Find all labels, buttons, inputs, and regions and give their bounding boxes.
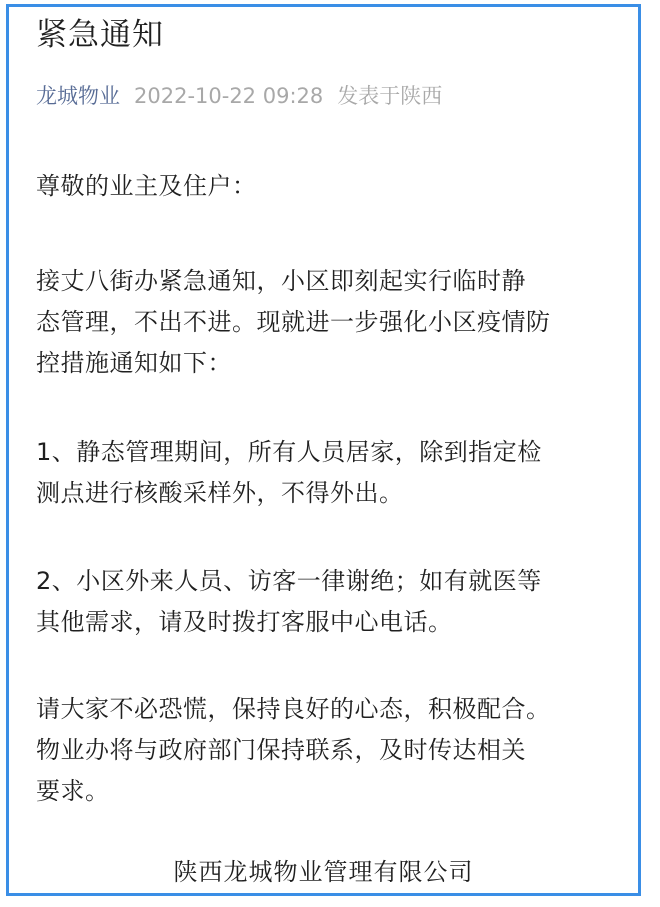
item-2-paragraph — [36, 561, 636, 643]
closing-paragraph — [36, 689, 636, 812]
author-link[interactable]: 龙城物业 — [36, 84, 120, 108]
intro-paragraph — [36, 261, 636, 384]
text-line: 尊敬的业主及住户： — [36, 172, 257, 200]
article-frame — [6, 4, 641, 896]
publish-location: 发表于陕西 — [337, 84, 443, 108]
text-line: 要求。 — [36, 777, 110, 805]
article-title: 紧急通知 — [36, 17, 164, 53]
text-line: 物业办将与政府部门保持联系，及时传达相关 — [36, 736, 526, 764]
text-line: 态管理，不出不进。现就进一步强化小区疫情防 — [36, 308, 551, 336]
article-meta — [36, 81, 442, 111]
text-line: 其他需求，请及时拨打客服中心电话。 — [36, 608, 453, 636]
item-1-paragraph — [36, 432, 636, 514]
text-line: 接丈八街办紧急通知，小区即刻起实行临时静 — [36, 267, 526, 295]
publish-datetime: 2022-10-22 09:28 — [134, 84, 324, 108]
text-line: 测点进行核酸采样外，不得外出。 — [36, 479, 404, 507]
text-line: 1、静态管理期间，所有人员居家，除到指定检 — [36, 438, 542, 466]
text-line: 控措施通知如下： — [36, 349, 232, 377]
company-signature: 陕西龙城物业管理有限公司 — [173, 858, 474, 886]
text-line: 2、小区外来人员、访客一律谢绝；如有就医等 — [36, 567, 542, 595]
salutation-paragraph — [36, 166, 636, 207]
text-line: 请大家不必恐慌，保持良好的心态，积极配合。 — [36, 695, 551, 723]
